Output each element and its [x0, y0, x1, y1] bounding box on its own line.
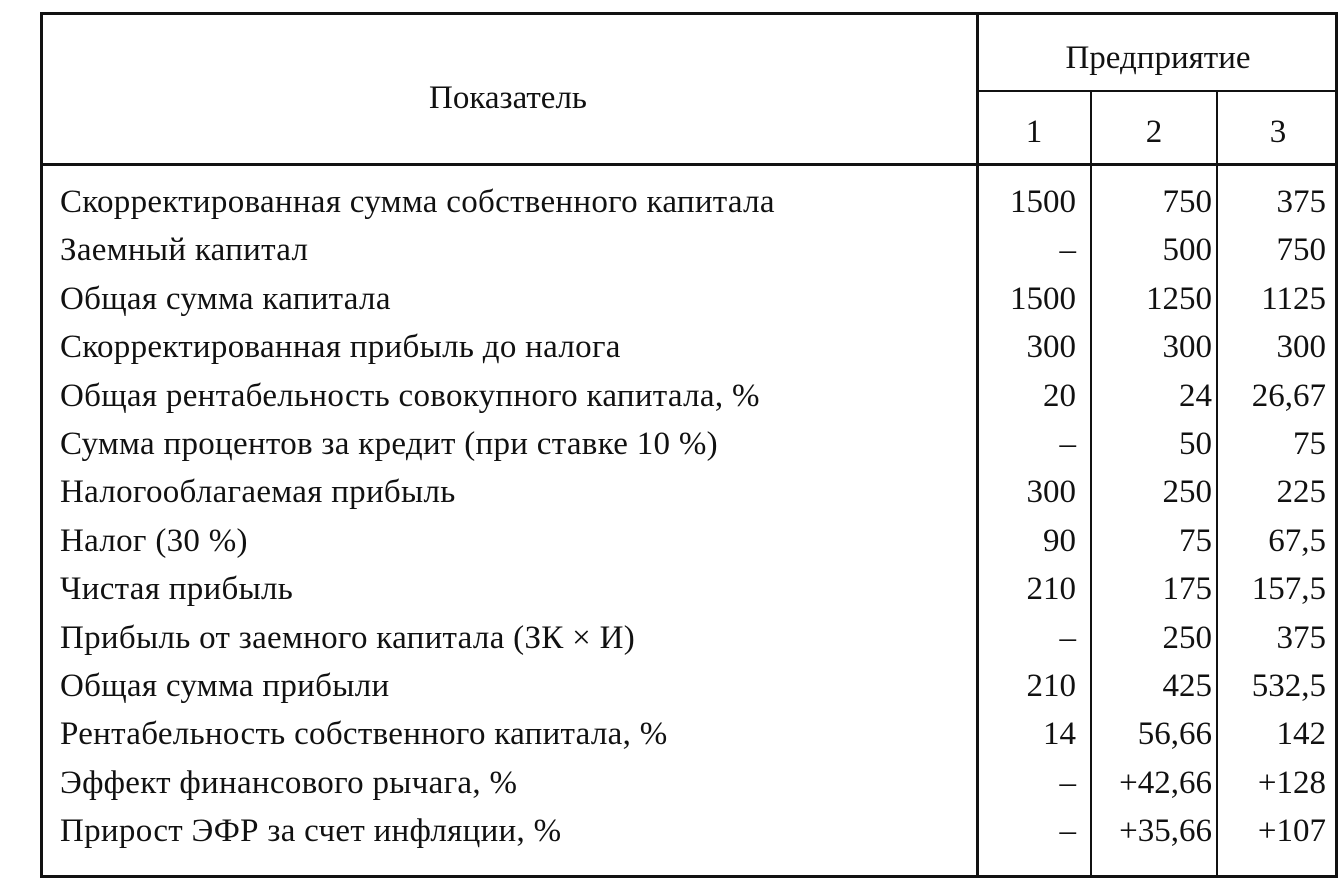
row-value-enterprise-3: 75: [1293, 426, 1326, 462]
row-value-enterprise-1: –: [1059, 813, 1076, 850]
row-label: Общая сумма капитала: [60, 280, 391, 317]
row-label: Заемный капитал: [60, 232, 309, 269]
row-value-enterprise-1: 210: [1026, 571, 1076, 608]
row-value-enterprise-3: 26,67: [1251, 377, 1326, 414]
row-value-enterprise-2: 250: [1162, 474, 1212, 511]
row-value-enterprise-1: –: [1059, 764, 1076, 801]
row-value-enterprise-1: –: [1059, 619, 1076, 656]
row-value-enterprise-3: 532,5: [1251, 668, 1326, 704]
row-value-enterprise-3: 300: [1276, 329, 1326, 366]
row-value-enterprise-2: 56,66: [1137, 716, 1212, 753]
row-label: Скорректированная сумма собственного капитала: [60, 184, 775, 220]
row-label: Налогооблагаемая прибыль: [60, 474, 456, 511]
row-value-enterprise-3: 157,5: [1251, 571, 1326, 608]
row-label: Налог (30 %): [60, 522, 248, 559]
row-value-enterprise-3: 67,5: [1268, 522, 1326, 559]
row-value-enterprise-2: 500: [1162, 232, 1212, 269]
row-value-enterprise-1: 90: [1043, 522, 1076, 559]
row-value-enterprise-2: 50: [1179, 426, 1212, 462]
row-value-enterprise-1: 210: [1026, 668, 1076, 704]
row-value-enterprise-1: 1500: [1010, 280, 1076, 317]
row-value-enterprise-3: 750: [1276, 232, 1326, 269]
row-value-enterprise-2: 75: [1179, 522, 1212, 559]
header-enterprise: Предприятие: [1065, 40, 1251, 76]
row-value-enterprise-1: –: [1059, 232, 1076, 269]
row-label: Прирост ЭФР за счет инфляции, %: [60, 813, 562, 850]
row-value-enterprise-1: 14: [1043, 716, 1076, 753]
row-value-enterprise-3: 225: [1276, 474, 1326, 511]
financial-leverage-table: [40, 12, 1338, 878]
row-value-enterprise-2: 250: [1162, 619, 1212, 656]
row-value-enterprise-2: 24: [1179, 377, 1212, 414]
row-value-enterprise-3: 375: [1276, 619, 1326, 656]
header-column-3: 3: [1269, 114, 1287, 150]
row-label: Чистая прибыль: [60, 571, 294, 608]
row-value-enterprise-3: +128: [1257, 764, 1326, 801]
row-value-enterprise-2: 750: [1162, 184, 1212, 220]
row-value-enterprise-2: +42,66: [1119, 764, 1212, 801]
row-label: Эффект финансового рычага, %: [60, 764, 518, 801]
divider-column-1-2: [1090, 90, 1092, 878]
row-label: Прибыль от заемного капитала (ЗК × И): [60, 619, 636, 656]
row-value-enterprise-2: 1250: [1146, 280, 1212, 317]
row-value-enterprise-1: 20: [1043, 377, 1076, 414]
row-label: Скорректированная прибыль до налога: [60, 329, 621, 366]
divider-header-body: [40, 163, 1338, 166]
header-column-1: 1: [1025, 114, 1043, 150]
header-indicator: Показатель: [429, 80, 587, 116]
row-value-enterprise-3: 142: [1276, 716, 1326, 753]
row-value-enterprise-3: 1125: [1261, 280, 1326, 317]
row-value-enterprise-2: +35,66: [1119, 813, 1212, 850]
row-value-enterprise-2: 300: [1162, 329, 1212, 366]
row-value-enterprise-1: 300: [1026, 329, 1076, 366]
row-value-enterprise-3: +107: [1257, 813, 1326, 850]
row-label: Рентабельность собственного капитала, %: [60, 716, 668, 753]
row-value-enterprise-3: 375: [1276, 184, 1326, 220]
header-column-2: 2: [1145, 114, 1163, 150]
row-label: Общая рентабельность совокупного капитала, %: [60, 377, 760, 414]
row-value-enterprise-2: 425: [1162, 668, 1212, 704]
row-value-enterprise-1: 300: [1026, 474, 1076, 511]
divider-enterprise-header: [978, 90, 1338, 92]
row-value-enterprise-1: 1500: [1010, 184, 1076, 220]
row-value-enterprise-2: 175: [1162, 571, 1212, 608]
row-value-enterprise-1: –: [1059, 426, 1076, 462]
row-label: Общая сумма прибыли: [60, 668, 390, 704]
row-label: Сумма процентов за кредит (при ставке 10 %): [60, 426, 718, 462]
